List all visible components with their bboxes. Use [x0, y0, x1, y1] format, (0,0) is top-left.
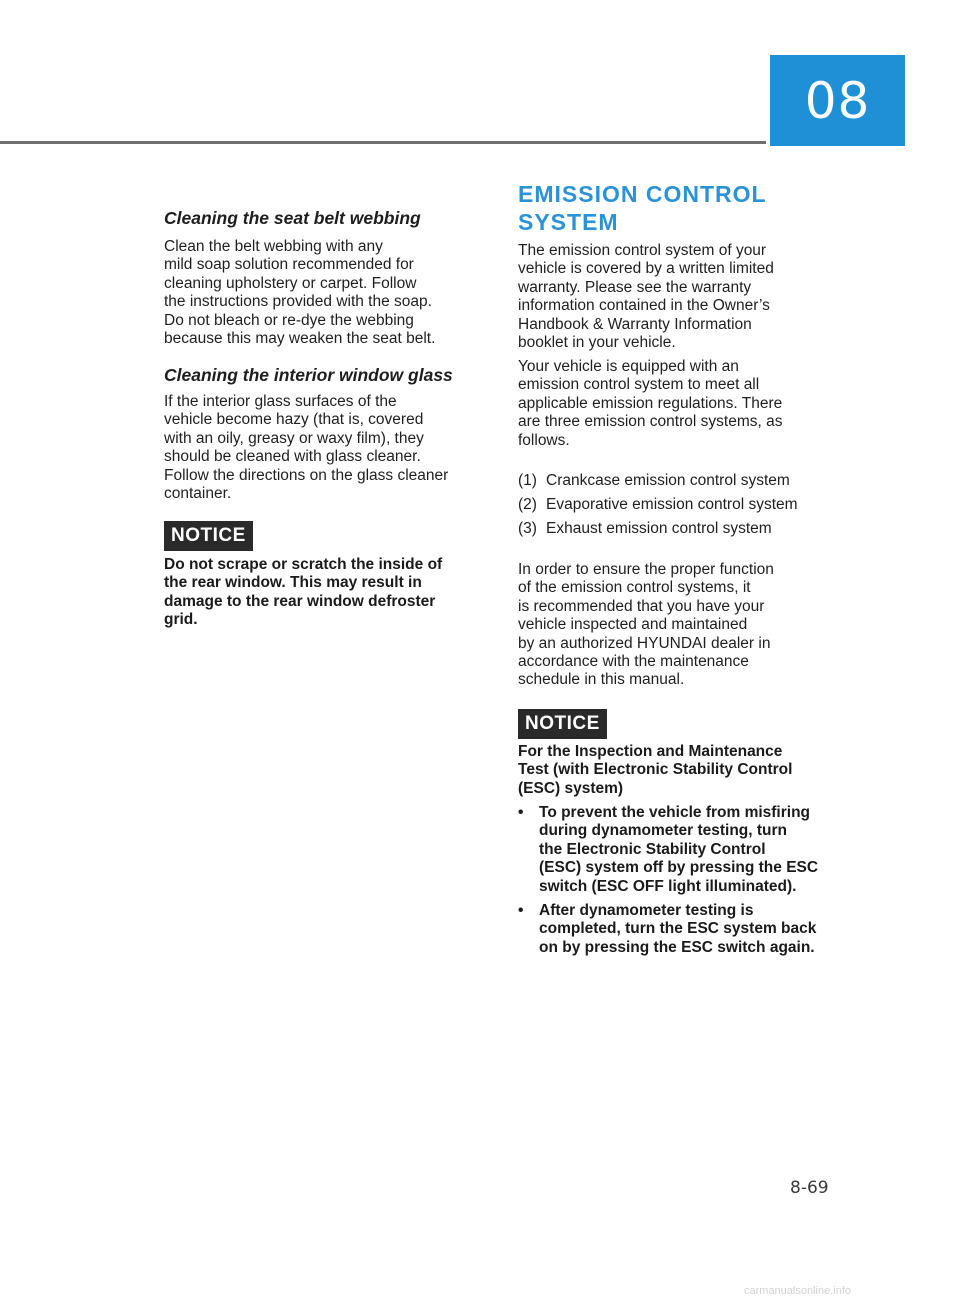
page-number: 8-69: [790, 1178, 829, 1198]
list-item: [518, 520, 772, 538]
header-rule: [0, 141, 766, 144]
notice-badge: NOTICE: [164, 521, 253, 551]
chapter-tab: [770, 55, 905, 146]
equipped-paragraph: Your vehicle is equipped with an emission control system to meet all applicable emission regulations. There are three emission control systems, as follows.: [518, 358, 783, 449]
section-title: EMISSION CONTROL SYSTEM: [518, 181, 767, 235]
glass-paragraph: If the interior glass surfaces of the vehicle become hazy (that is, covered with an oily, greasy or waxy film), they should be cleaned with glass cleaner. Follow the directions on the glass cleaner container.: [164, 393, 449, 503]
notice-badge: NOTICE: [518, 709, 607, 739]
seatbelt-paragraph: Clean the belt webbing with any mild soap solution recommended for cleaning upholstery or carpet. Follow the instructions provided with the soap. Do not bleach or re-dye the webbing because this may weaken the seat belt.: [164, 238, 436, 348]
bullet-text: To prevent the vehicle from misfiring during dynamometer testing, turn the Electronic Stability Control (ESC) system off by pressing the ESC switch (ESC OFF light illuminated).: [539, 804, 819, 895]
seatbelt-heading: Cleaning the seat belt webbing: [164, 208, 421, 228]
bullet-dot-icon: •: [518, 804, 524, 821]
notice-text: Do not scrape or scratch the inside of the rear window. This may result in damage to the rear window defroster grid.: [164, 556, 443, 629]
notice-heading: For the Inspection and Maintenance Test (with Electronic Stability Control (ESC) system): [518, 743, 793, 797]
watermark: carmanualsonline.info: [744, 1285, 852, 1297]
chapter-number: 08: [804, 71, 871, 130]
list-item-number: (1): [518, 472, 537, 489]
list-item: [518, 496, 798, 514]
list-item-label: Evaporative emission control system: [546, 496, 798, 513]
order-paragraph: In order to ensure the proper function of the emission control systems, it is recommended that you have your vehicle inspected and maintained by an authorized HYUNDAI dealer in accordance with the maintenance schedule in this manual.: [518, 561, 774, 689]
intro-paragraph: The emission control system of your vehicle is covered by a written limited warranty. Please see the warranty information contained in the Owner’s Handbook & Warranty Information booklet in your vehicle.: [518, 242, 774, 352]
glass-heading: Cleaning the interior window glass: [164, 365, 453, 385]
list-item-number: (3): [518, 520, 537, 537]
list-item-label: Exhaust emission control system: [546, 520, 772, 537]
list-item: [518, 472, 790, 490]
list-item-number: (2): [518, 496, 537, 513]
bullet-dot-icon: •: [518, 902, 524, 919]
bullet-text: After dynamometer testing is completed, turn the ESC system back on by pressing the ESC switch again.: [539, 902, 817, 956]
list-item-label: Crankcase emission control system: [546, 472, 790, 489]
